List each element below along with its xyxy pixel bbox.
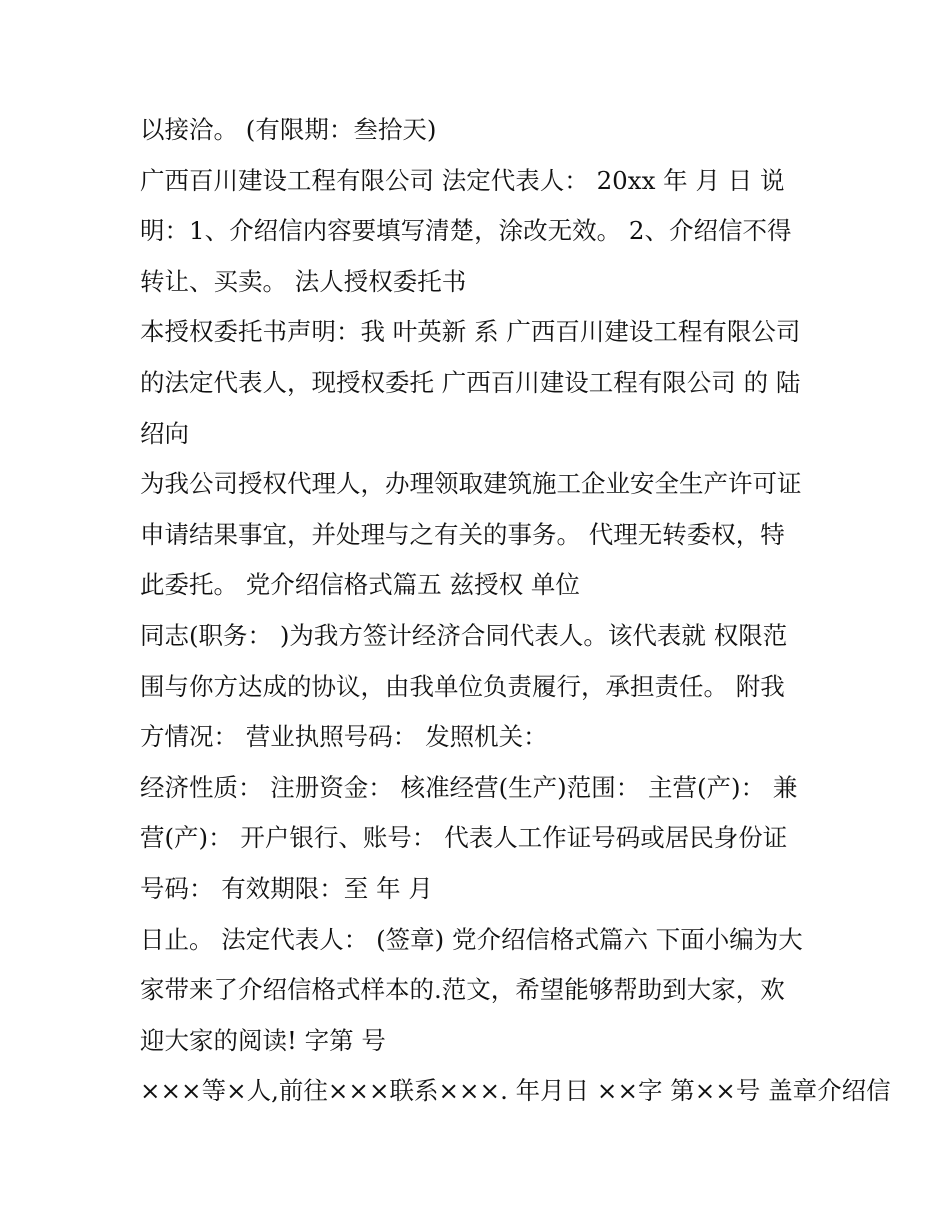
text-line-1: 以接洽。 (有限期：叁拾天) [140, 115, 437, 144]
text-line-12: 围与你方达成的协议，由我单位负责履行，承担责任。 附我 [140, 672, 785, 701]
text-line-7: 绍向 [140, 419, 189, 448]
text-line-15: 营(产)： 开户银行、账号： 代表人工作证号码或居民身份证 [140, 823, 788, 852]
text-line-9: 申请结果事宜，并处理与之有关的事务。 代理无转委权，特 [140, 520, 785, 549]
text-line-10: 此委托。 党介绍信格式篇五 兹授权 单位 [140, 570, 580, 599]
text-line-4: 转让、买卖。 法人授权委托书 [140, 267, 467, 296]
text-line-14: 经济性质： 注册资金： 核准经营(生产)范围： 主营(产)： 兼 [140, 773, 798, 802]
text-line-18: 家带来了介绍信格式样本的.范文，希望能够帮助到大家，欢 [140, 975, 785, 1004]
text-line-16: 号码： 有效期限：至 年 月 [140, 874, 433, 903]
text-line-19: 迎大家的阅读! 字第 号 [140, 1026, 386, 1055]
text-line-13: 方情况： 营业执照号码： 发照机关： [140, 722, 548, 751]
text-line-11: 同志(职务： )为我方签计经济合同代表人。该代表就 权限范 [140, 621, 788, 650]
text-line-5: 本授权委托书声明：我 叶英新 系 广西百川建设工程有限公司 [140, 317, 801, 346]
text-line-2: 广西百川建设工程有限公司 法定代表人： 20xx 年 月 日 说 [140, 166, 785, 195]
text-line-20: ×××等×人,前往×××联系×××. 年月日 ××字 第××号 盖章介绍信 [140, 1076, 891, 1105]
text-line-3: 明：1、介绍信内容要填写清楚，涂改无效。 2、介绍信不得 [140, 216, 792, 245]
text-line-8: 为我公司授权代理人，办理领取建筑施工企业安全生产许可证 [140, 469, 802, 498]
text-line-17: 日止。 法定代表人： (签章) 党介绍信格式篇六 下面小编为大 [140, 925, 803, 954]
text-line-6: 的法定代表人，现授权委托 广西百川建设工程有限公司 的 陆 [140, 368, 801, 397]
